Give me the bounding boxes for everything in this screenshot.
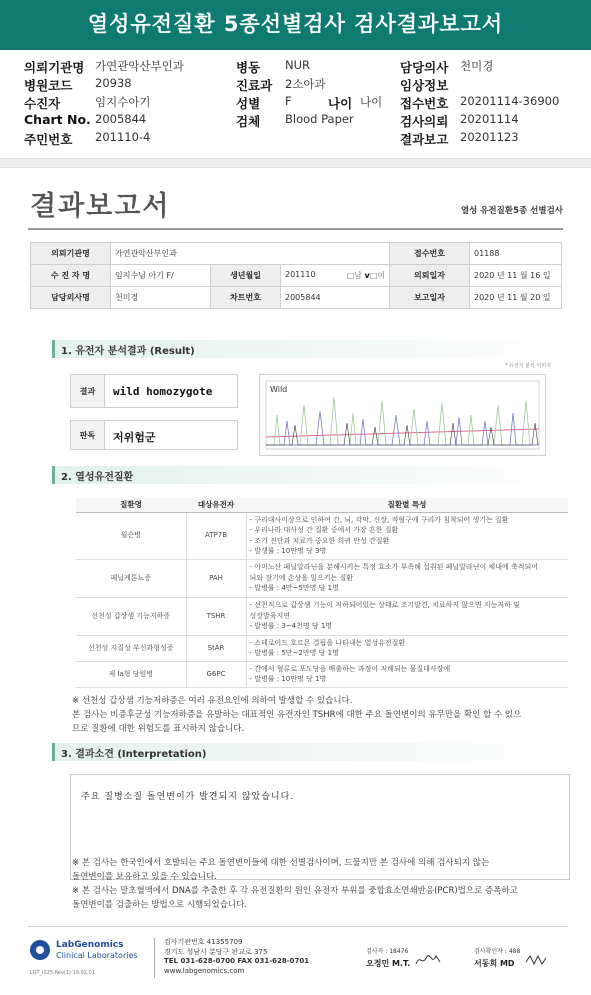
sex-male-label: 남: [354, 271, 362, 280]
features-cell: [246, 559, 568, 597]
section1-header: [52, 340, 562, 358]
result-box: [70, 374, 570, 456]
sex-checkbox-group: □남 v□여: [346, 271, 385, 280]
interpretation-text: 주요 질병소질 돌연변이가 발견되지 않았습니다.: [81, 792, 295, 802]
receipt-cell: 01188: [470, 243, 562, 265]
feature-line: - 발병률 : 3~4천명 당 1명: [249, 622, 333, 631]
judge-label: 판독: [71, 421, 105, 449]
lab-phone: TEL 031-628-0700 FAX 031-628-0701: [164, 957, 310, 965]
report-document: [0, 168, 591, 995]
chromatogram-label: Wild: [270, 385, 288, 394]
ward-value: NUR: [285, 58, 311, 72]
lab-address-block: [164, 938, 309, 976]
form-code: LGT_I025 Rev(1) 19.02.01: [30, 970, 95, 976]
age-value: 나이: [360, 95, 383, 109]
report-title: 결과보고서: [30, 191, 171, 222]
request-date-value: 20201114: [460, 112, 519, 126]
note-line: 돌연변이를 검출하는 방법으로 시행되었습니다.: [72, 900, 248, 910]
age-label: 나이: [328, 96, 353, 111]
header-label: 주민번호: [24, 132, 73, 147]
sex-female-label: 여: [377, 271, 385, 280]
feature-line: - 간에서 혈류로 포도당을 배출하는 과정이 저해되는 물질대사장애: [249, 664, 451, 673]
note-line: ※ 본 검사는 말초혈액에서 DNA를 추출한 후 각 유전질환의 원인 유전자 부위를 중합효소연쇄반응(PCR)법으로 증폭하고: [72, 886, 518, 896]
brand-name: LabGenomics: [56, 940, 124, 950]
feature-line: - 발생률 : 10만명 당 3명: [249, 547, 327, 555]
doctor-cell: 천미경: [111, 287, 211, 309]
department-value: 2소아과: [285, 77, 326, 91]
section-divider: [0, 158, 591, 168]
header-label: 성별: [236, 96, 261, 111]
lab-number: 검사기관번호 41355709: [164, 938, 243, 946]
cell-label: 보고일자: [390, 287, 470, 309]
feature-line: - 조기 진단과 치료가 중요한 희귀 만성 간질환: [249, 536, 390, 545]
cell-label: 담당의사명: [31, 287, 111, 309]
header-label: 병원코드: [24, 78, 73, 93]
table-row: [76, 597, 568, 635]
report-date-value: 20201123: [460, 130, 519, 144]
tester-signature-icon: [414, 952, 442, 968]
feature-line: - 발병률 : 10만명 당 1명: [249, 675, 327, 683]
features-cell: [246, 512, 568, 559]
section1-title: 1. 유전자 분석결과 (Result): [61, 346, 195, 357]
note-line: ※ 본 검사는 한국인에서 호발되는 주요 돌연변이들에 대한 선별검사이며, 드물지만 본 검사에 의해 검사되지 않는: [72, 858, 490, 868]
confirmer-signature-icon: [524, 952, 550, 968]
feature-line: 뇌와 장기에 손상을 일으키는 질환: [249, 573, 354, 582]
header-label: 병동: [236, 60, 261, 75]
disease-name: 페닐케톤뇨증: [76, 559, 186, 597]
chromatogram-frame: [259, 374, 546, 456]
resident-no-value: 201110-4: [95, 130, 151, 144]
disease-table: [76, 498, 568, 688]
title-rule: [28, 228, 563, 230]
header-label: Chart No.: [24, 112, 91, 127]
table-header: 질환별 특성: [246, 498, 568, 512]
result-row: [70, 374, 238, 408]
receipt-value: 20201114-36900: [460, 94, 560, 108]
patient-value: 임지수아기: [95, 95, 151, 109]
features-cell: [246, 597, 568, 635]
cell-label: 생년월일: [211, 265, 281, 287]
note-line: 돌연변이를 보유하고 있을 수 있습니다.: [72, 872, 217, 882]
note-line: ※ 선천성 갑상샘 기능저하증은 여러 유전요인에 의하여 발생할 수 있습니다.: [72, 696, 353, 706]
report-banner: [0, 0, 591, 50]
table-header: 대상유전자: [186, 498, 246, 512]
section2-header: [52, 466, 562, 484]
note-line: 므로 질환에 대한 위험도를 표시하지 않습니다.: [72, 724, 245, 734]
chart-no-value: 2005844: [95, 112, 147, 126]
chart-cell: 2005844: [281, 287, 390, 309]
sex-value: F: [285, 94, 292, 108]
section3-header: [52, 743, 562, 761]
gene-name: G6PC: [186, 661, 246, 687]
section3-title: 3. 결과소견 (Interpretation): [61, 749, 207, 760]
table-row: [76, 661, 568, 687]
report-subtitle: 열성 유전질환5종 선별검사: [460, 206, 563, 216]
disease-name: 선천성 갑상샘 기능저하증: [76, 597, 186, 635]
patient-cell: 임지수님 아기 F/: [111, 265, 211, 287]
gene-name: TSHR: [186, 597, 246, 635]
specimen-value: Blood Paper: [285, 112, 354, 126]
request-date-cell: 2020 년 11 월 16 일: [470, 265, 562, 287]
disease-name: 선천성 지질성 부신과형성증: [76, 635, 186, 661]
patient-table: [30, 242, 562, 309]
birth-cell: [281, 265, 390, 287]
table-row: [76, 559, 568, 597]
cell-label: 차트번호: [211, 287, 281, 309]
cell-label: 의뢰기관명: [31, 243, 111, 265]
cell-label: 의뢰일자: [390, 265, 470, 287]
confirmer-name: 서동희 MD: [474, 959, 515, 968]
report-footer: [30, 938, 570, 995]
tester-name: 오정민 M.T.: [366, 959, 411, 968]
birth-value: 201110: [285, 270, 316, 279]
header-label: 접수번호: [400, 96, 449, 111]
features-cell: [246, 661, 568, 687]
image-note: * 유전자 분석 이미지: [505, 363, 551, 369]
feature-line: - 우리나라 대사성 간 질환 중에서 가장 흔한 질환: [249, 526, 399, 534]
brand-subname: Clinical Laboratories: [56, 951, 138, 960]
lab-address: 경기도 성남시 분당구 판교로 375: [164, 947, 268, 956]
disease-name: 윌슨병: [76, 512, 186, 559]
lab-website: www.labgenomics.com: [164, 966, 245, 975]
confirmer-label: 검사확인자 : 488: [474, 948, 521, 955]
header-info: [0, 55, 591, 155]
cell-label: 수 진 자 명: [31, 265, 111, 287]
judge-value: 저위험군: [113, 431, 156, 444]
result-value: wild homozygote: [113, 385, 213, 398]
section2-notes: [72, 694, 521, 736]
report-date-cell: 2020 년 11 월 20 일: [470, 287, 562, 309]
tester-label: 검사자 : 18476: [366, 948, 409, 955]
disease-name: 제 Ia형 당원병: [76, 661, 186, 687]
note-line: 본 검사는 비증후군성 기능저하증을 유발하는 대표적인 유전자인 TSHR에 대한 주요 돌연변이의 유무만을 확인 할 수 있으: [72, 710, 522, 720]
feature-line: 성장발육지연: [249, 611, 291, 620]
footer-rule: [28, 926, 568, 927]
feature-line: - 선천적으로 갑상샘 기능이 저하되어있는 상태로 조기발견, 치료하지 않으면 지능저하 및: [249, 601, 520, 610]
header-label: 결과보고: [400, 132, 449, 147]
section3-notes: [72, 856, 518, 912]
footer-divider: [154, 938, 155, 978]
header-label: 진료과: [236, 78, 273, 93]
labgenomics-logo-icon: [30, 940, 50, 960]
institution-cell: 가연관악산부인과: [111, 243, 390, 265]
features-cell: [246, 635, 568, 661]
cell-label: 접수번호: [390, 243, 470, 265]
feature-line: - 발병률 : 4만~5만명 당 1명: [249, 584, 339, 593]
gene-name: ATP7B: [186, 512, 246, 559]
judge-row: [70, 420, 238, 450]
section2-title: 2. 열성유전질환: [61, 472, 134, 483]
chromatogram-image: [260, 375, 545, 455]
header-label: 의뢰기관명: [24, 60, 85, 75]
gene-name: PAH: [186, 559, 246, 597]
header-label: 검체: [236, 114, 261, 129]
feature-line: - 발병률 : 5만~2만명 당 1명: [249, 649, 339, 657]
gene-name: StAR: [186, 635, 246, 661]
institution-value: 가연관악산부인과: [95, 59, 184, 73]
header-label: 검사의뢰: [400, 114, 449, 129]
header-label: 임상정보: [400, 78, 449, 93]
header-label: 담당의사: [400, 60, 449, 75]
feature-line: - 아미노산 페닐알라닌을 분해시키는 특정 효소가 부족해 섭취된 페닐알라닌이 체내에 축적되어: [249, 563, 538, 572]
banner-title: 열성유전질환 5종선별검사 검사결과보고서: [87, 12, 504, 36]
table-header: 질환명: [76, 498, 186, 512]
feature-line: - 구리대사이상으로 인하여 간, 뇌, 각막, 신장, 적혈구에 구리가 침착되어 생기는 질환: [249, 515, 509, 524]
table-row: [76, 635, 568, 661]
table-row: [76, 512, 568, 559]
header-label: 수진자: [24, 96, 61, 111]
sex-check-mark: v: [364, 271, 370, 280]
hospital-code-value: 20938: [95, 76, 132, 90]
result-label: 결과: [71, 375, 105, 407]
feature-line: - 스테로이드 호르몬 결핍을 나타내는 열성유전질환: [249, 638, 406, 647]
doctor-value: 천미경: [460, 59, 494, 73]
